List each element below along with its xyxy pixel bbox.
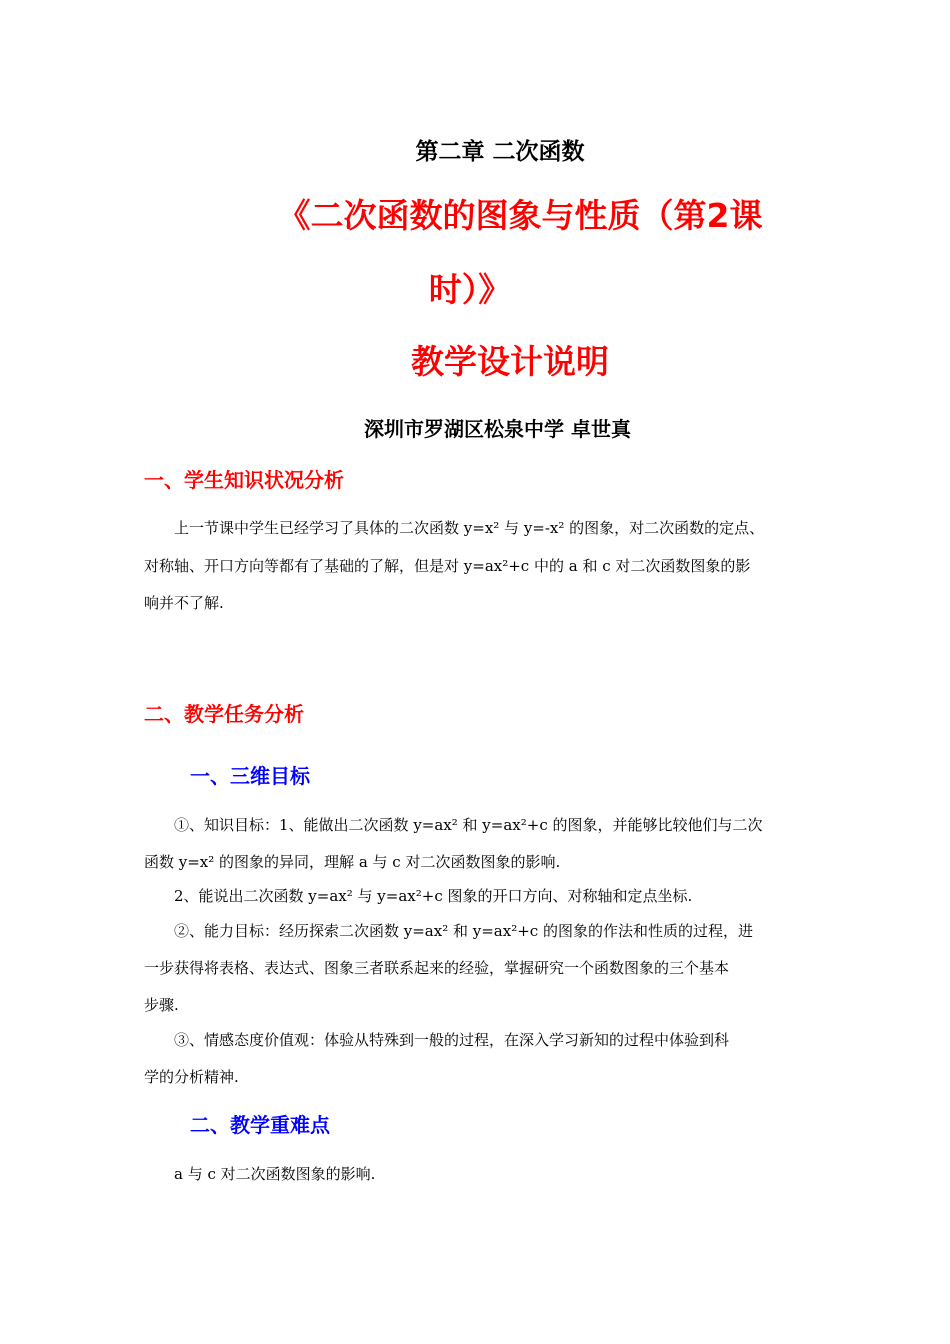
subsection-heading-key-difficulties: 二、教学重难点: [190, 1113, 330, 1137]
paragraph-line: 一步获得将表格、表达式、图象三者联系起来的经验，掌握研究一个函数图象的三个基本: [144, 959, 730, 977]
chapter-heading: 第二章 二次函数: [415, 139, 585, 165]
subsection-heading-three-dimensional-goals: 一、三维目标: [190, 764, 310, 788]
document-title-line-1: 《二次函数的图象与性质（第2课: [277, 196, 763, 235]
section-heading-teaching-tasks: 二、教学任务分析: [144, 702, 304, 726]
paragraph-line: a 与 c 对二次函数图象的影响.: [174, 1165, 376, 1183]
paragraph-line: 2、能说出二次函数 y=ax² 与 y=ax²+c 图象的开口方向、对称轴和定点坐标.: [174, 887, 693, 905]
paragraph-line: 上一节课中学生已经学习了具体的二次函数 y=x² 与 y=-x² 的图象，对二次函数的定点、: [174, 519, 765, 537]
paragraph-line: ③、情感态度价值观：体验从特殊到一般的过程，在深入学习新知的过程中体验到科: [174, 1031, 730, 1049]
document-title-line-3: 教学设计说明: [411, 342, 609, 381]
document-title-line-2: 时）》: [428, 270, 512, 309]
paragraph-line: 函数 y=x² 的图象的异同，理解 a 与 c 对二次函数图象的影响.: [144, 853, 561, 871]
paragraph-line: 步骤.: [144, 996, 179, 1014]
author-line: 深圳市罗湖区松泉中学 卓世真: [364, 417, 631, 441]
section-heading-student-knowledge: 一、学生知识状况分析: [144, 468, 344, 492]
paragraph-line: 对称轴、开口方向等都有了基础的了解，但是对 y=ax²+c 中的 a 和 c 对二次函数图象的影: [144, 557, 751, 575]
paragraph-line: 响并不了解.: [144, 594, 224, 612]
paragraph-line: ①、知识目标：1、能做出二次函数 y=ax² 和 y=ax²+c 的图象，并能够比较他们与二次: [174, 816, 763, 834]
paragraph-line: 学的分析精神.: [144, 1068, 239, 1086]
paragraph-line: ②、能力目标：经历探索二次函数 y=ax² 和 y=ax²+c 的图象的作法和性质的过程，进: [174, 922, 753, 940]
